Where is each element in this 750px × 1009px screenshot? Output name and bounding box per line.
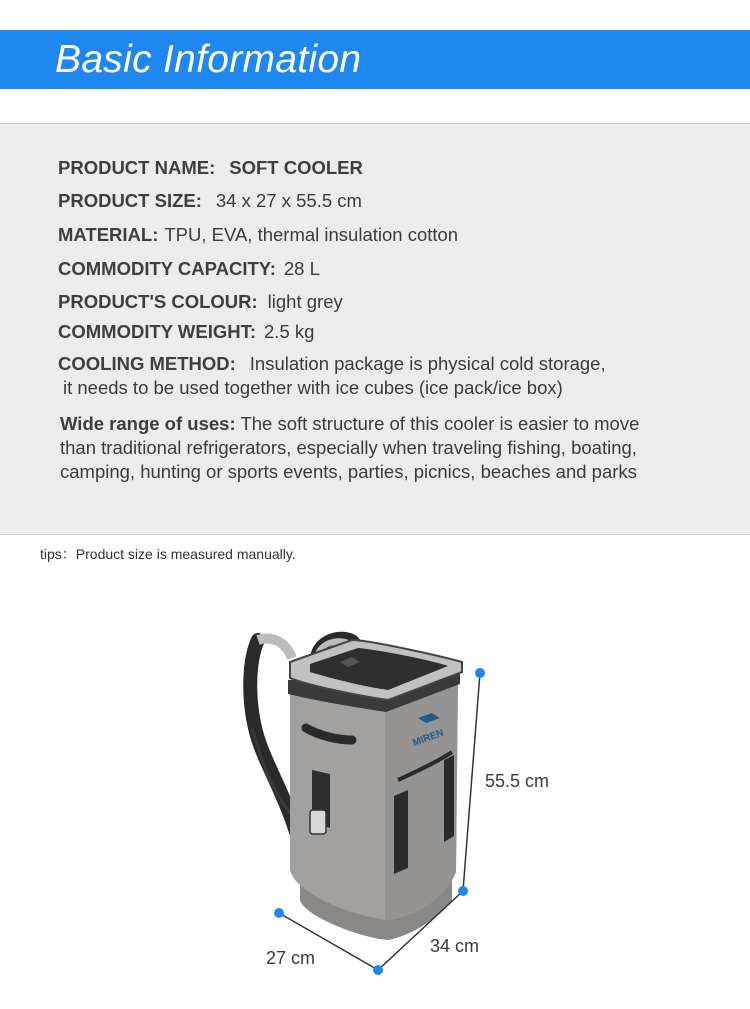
spec-uses: [60, 412, 680, 484]
spec-value: Insulation package is physical cold storage,: [249, 353, 606, 374]
dimension-point: [274, 908, 284, 918]
spec-cooling-method-continued: it needs to be used together with ice cubes (ice pack/ice box): [63, 377, 563, 398]
tips-note: tips：Product size is measured manually.: [40, 546, 296, 562]
brand-name: MIREN: [411, 727, 446, 749]
spec-label: MATERIAL:: [58, 224, 159, 245]
dimension-point: [475, 668, 485, 678]
height-dimension-line: [463, 673, 480, 891]
spec-label: COMMODITY WEIGHT:: [58, 321, 257, 342]
spec-label: Wide range of uses:: [60, 413, 236, 434]
width-label: 34 cm: [430, 936, 480, 956]
spec-colour: [58, 291, 343, 313]
side-molle-right: [444, 755, 454, 842]
section-banner: [0, 30, 750, 89]
spec-material: [58, 224, 458, 246]
spec-value: 28 L: [283, 258, 320, 279]
spec-label: PRODUCT SIZE:: [58, 190, 202, 211]
section-title: Basic Information: [55, 38, 362, 81]
spec-value: SOFT COOLER: [229, 157, 363, 178]
depth-label: 27 cm: [266, 948, 316, 968]
spec-label: COMMODITY CAPACITY:: [58, 258, 276, 279]
spec-product-size: [58, 190, 362, 212]
spec-cooling-method: [58, 353, 606, 375]
spec-weight: [58, 321, 314, 343]
spec-capacity: [58, 258, 320, 280]
product-info-panel: [0, 123, 750, 535]
left-strap-top: [258, 639, 292, 658]
spec-product-name: [58, 157, 363, 179]
spec-value: TPU, EVA, thermal insulation cotton: [164, 224, 459, 245]
cooler-backpack-image: [0, 600, 750, 1004]
spec-value: The soft structure of this cooler is easier to move than traditional refrigerators, especially when traveling fishing, boating, camping, hunting or sports events, parties, picnics, beaches and parks: [60, 413, 640, 482]
side-molle-left: [394, 790, 408, 874]
spec-label: PRODUCT'S COLOUR:: [58, 291, 258, 312]
dimension-point: [373, 965, 383, 975]
spec-value: 2.5 kg: [264, 321, 315, 342]
spec-value: 34 x 27 x 55.5 cm: [215, 190, 362, 211]
dimension-point: [458, 886, 468, 896]
product-illustration: [0, 600, 750, 1004]
height-label: 55.5 cm: [485, 771, 550, 791]
spec-value: light grey: [267, 291, 343, 312]
spec-label: PRODUCT NAME:: [58, 157, 216, 178]
spec-label: COOLING METHOD:: [58, 353, 236, 374]
front-latch: [310, 810, 326, 834]
